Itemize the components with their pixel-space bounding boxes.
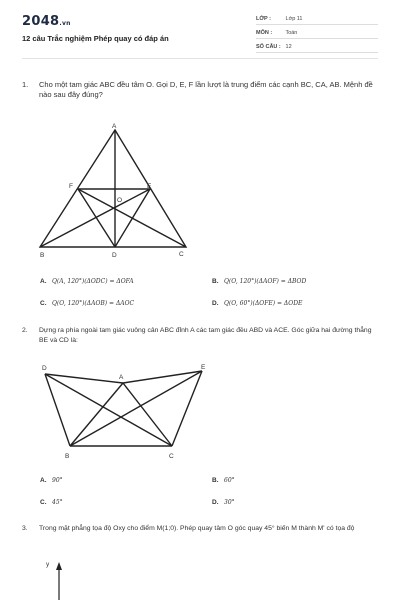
logo-text: 2048 xyxy=(22,14,60,29)
question-2-figure xyxy=(0,358,400,468)
q1-option-d-letter: D. xyxy=(212,300,219,307)
site-logo[interactable] xyxy=(22,14,71,29)
question-1-number: 1. xyxy=(22,80,29,89)
q1-option-c-letter: C. xyxy=(40,300,47,307)
q1-option-a[interactable] xyxy=(40,278,134,285)
question-2-text: Dựng ra phía ngoài tam giác vuông cân ABC đỉnh A các tam giác đều ABD và ACE. Góc giữa hai đường thẳng BE và CD là: xyxy=(39,327,372,344)
meta-grade-value: Lớp 11 xyxy=(285,16,303,22)
center-o-label: O xyxy=(117,197,123,204)
y-axis-arrow-icon xyxy=(56,562,62,570)
question-2-number: 2. xyxy=(22,327,28,334)
meta-subject-value: Toán xyxy=(285,30,298,36)
q2-point-c-label: C xyxy=(169,453,174,460)
question-3-figure xyxy=(0,550,400,600)
question-1 xyxy=(22,80,382,100)
q1-option-c-text: Q(O, 120°)(ΔAOB) = ΔAOC xyxy=(52,300,135,307)
meta-subject-key: MÔN : xyxy=(256,30,273,36)
q2-point-d-label: D xyxy=(42,365,47,372)
q2-option-d-letter: D. xyxy=(212,499,219,506)
meta-grade xyxy=(256,16,378,25)
point-f-label: F xyxy=(69,183,73,190)
question-2 xyxy=(22,326,382,346)
q1-option-a-letter: A. xyxy=(40,278,47,285)
question-1-text: Cho một tam giác ABC đều tâm O. Gọi D, E, F lần lượt là trung điểm các cạnh BC, CA, AB. Mệnh đề nào sau đây đúng? xyxy=(39,80,373,99)
q2-point-a-label: A xyxy=(119,374,124,381)
q2-option-c[interactable] xyxy=(40,499,63,506)
q2-option-b-text: 60° xyxy=(224,477,235,484)
q1-option-c[interactable] xyxy=(40,300,134,307)
y-axis-label: y xyxy=(46,561,50,568)
meta-count-key: SỐ CÂU : xyxy=(256,44,281,50)
q2-point-b-label: B xyxy=(65,453,70,460)
header-divider xyxy=(22,58,378,59)
question-3-number: 3. xyxy=(22,525,28,532)
page-title: 12 câu Trắc nghiệm Phép quay có đáp án xyxy=(22,34,169,43)
q2-option-b-letter: B. xyxy=(212,477,219,484)
q2-option-a[interactable] xyxy=(40,477,63,484)
q1-option-b[interactable] xyxy=(212,278,306,285)
vertex-a-label: A xyxy=(112,123,117,130)
q2-option-b[interactable] xyxy=(212,477,235,484)
question-3 xyxy=(22,524,382,534)
q2-option-c-text: 45° xyxy=(52,499,63,506)
q2-option-a-letter: A. xyxy=(40,477,47,484)
q1-option-b-text: Q(O, 120°)(ΔAOF) = ΔBOD xyxy=(224,278,307,285)
q1-option-b-letter: B. xyxy=(212,278,219,285)
q2-option-c-letter: C. xyxy=(40,499,47,506)
vertex-b-label: B xyxy=(40,252,45,259)
question-3-text: Trong mặt phẳng tọa độ Oxy cho điểm M(1;0). Phép quay tâm O góc quay 45° biến M thành M' có tọa độ xyxy=(39,525,355,532)
q1-option-d-text: Q(O, 60°)(ΔOFE) = ΔODE xyxy=(224,300,303,307)
logo-suffix: .vn xyxy=(59,20,71,27)
meta-grade-key: LỚP : xyxy=(256,16,271,22)
q2-point-e-label: E xyxy=(201,364,206,371)
q2-option-d-text: 30° xyxy=(224,499,235,506)
meta-subject xyxy=(256,30,378,39)
q2-option-d[interactable] xyxy=(212,499,235,506)
q1-option-a-text: Q(A, 120°)(ΔODC) = ΔOFA xyxy=(52,278,134,285)
q1-option-d[interactable] xyxy=(212,300,302,307)
meta-count-value: 12 xyxy=(285,44,292,50)
point-d-label: D xyxy=(112,252,117,259)
point-e-label: E xyxy=(147,183,152,190)
q2-option-a-text: 90° xyxy=(52,477,63,484)
question-1-figure xyxy=(0,120,400,260)
vertex-c-label: C xyxy=(179,251,184,258)
meta-count xyxy=(256,44,378,53)
